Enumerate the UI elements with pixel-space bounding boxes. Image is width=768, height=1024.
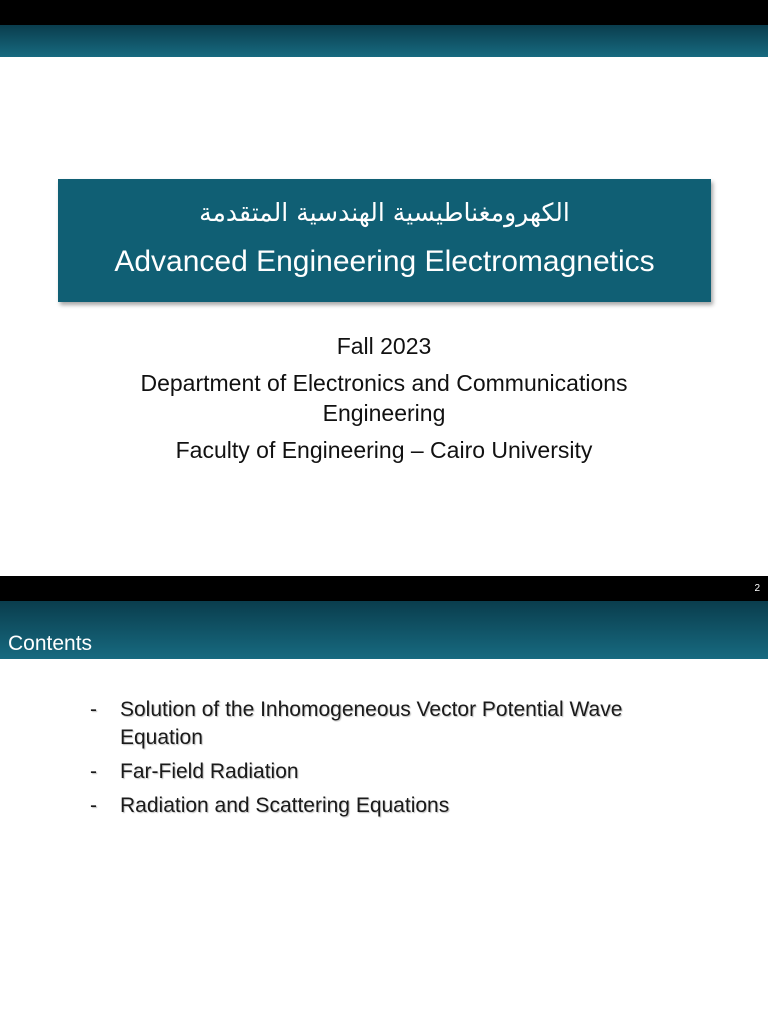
faculty-text: Faculty of Engineering – Cairo University	[175, 437, 593, 463]
list-item-text: Far-Field Radiation	[120, 760, 299, 783]
course-title-english: Advanced Engineering Electromagnetics	[114, 245, 655, 278]
list-item	[0, 792, 650, 820]
page-number: 2	[754, 583, 760, 594]
list-item-text: Solution of the Inhomogeneous Vector Potential Wave Equation	[120, 698, 623, 749]
semester-text: Fall 2023	[336, 333, 432, 359]
list-item	[0, 696, 650, 752]
subtitle-block	[114, 331, 654, 472]
contents-list	[0, 696, 768, 826]
bullet-marker: -	[90, 760, 97, 783]
slide-header-teal-bar	[0, 601, 768, 659]
slide-header-black-bar	[0, 0, 768, 25]
department-text: Department of Electronics and Communications Engineering	[140, 370, 628, 426]
list-item-text: Radiation and Scattering Equations	[120, 794, 450, 817]
bullet-marker: -	[90, 698, 97, 721]
bullet-marker: -	[90, 794, 97, 817]
slide-header-black-bar	[0, 576, 768, 601]
course-title-arabic: الكهرومغناطيسية الهندسية المتقدمة	[199, 198, 570, 227]
slide-header-teal-bar	[0, 25, 768, 57]
title-box	[58, 179, 711, 302]
slide-title: Contents	[8, 632, 93, 655]
slide-2	[0, 576, 768, 1024]
list-item	[0, 758, 650, 786]
